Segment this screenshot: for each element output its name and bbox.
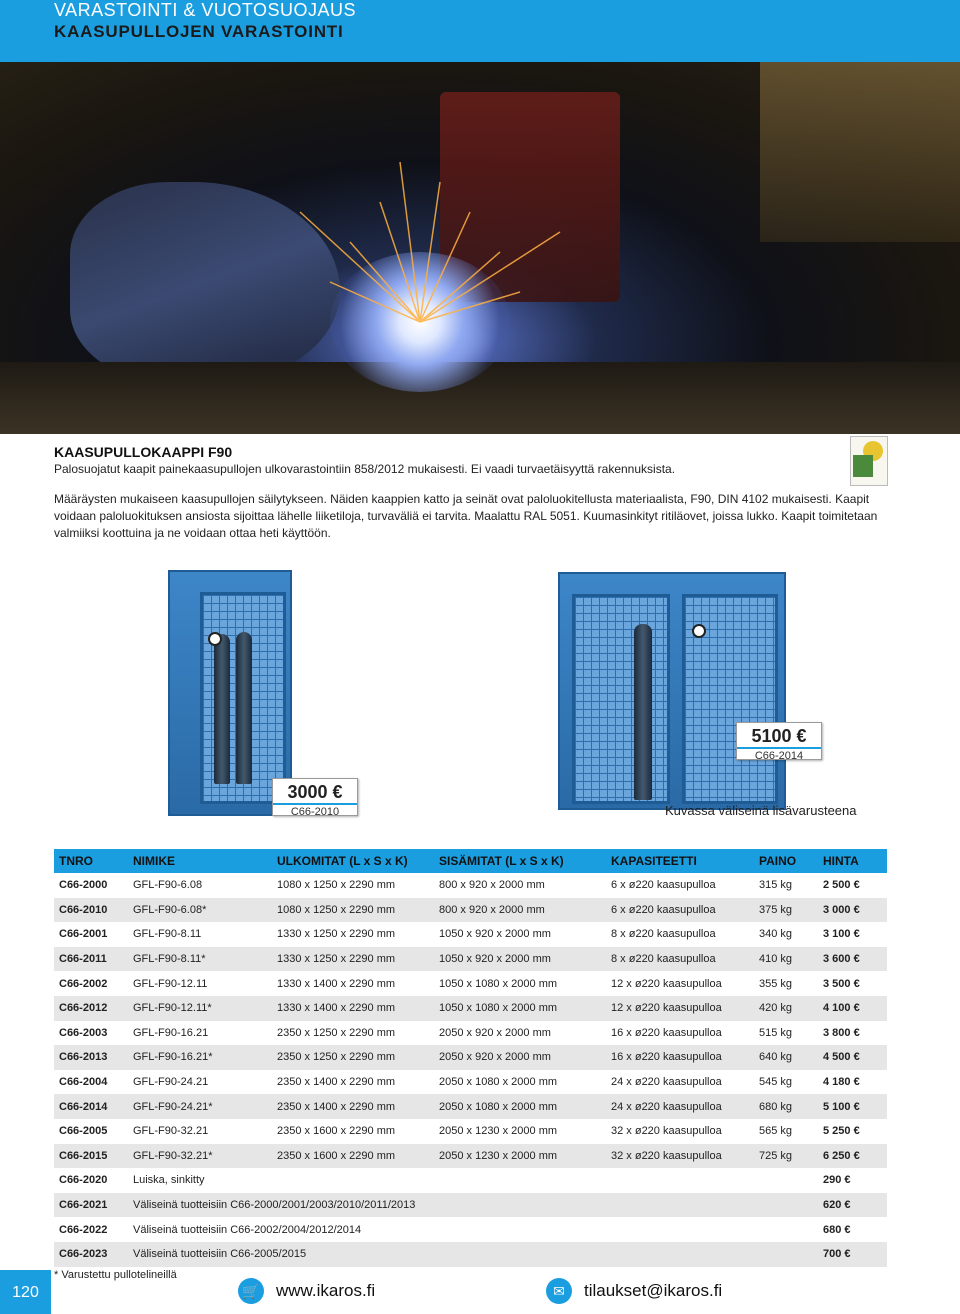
cell-sisamitat: 1050 x 1080 x 2000 mm bbox=[434, 996, 606, 1021]
cell-nimike: GFL-F90-24.21 bbox=[133, 1076, 209, 1089]
cell-nimike: GFL-F90-16.21 bbox=[133, 1026, 209, 1039]
table-row bbox=[54, 1021, 887, 1046]
table-row-accessory bbox=[54, 1193, 887, 1218]
table-header-row bbox=[54, 849, 887, 873]
cell-sisamitat: 1050 x 1080 x 2000 mm bbox=[439, 977, 558, 990]
cell-nimike: Luiska, sinkitty bbox=[133, 1174, 205, 1187]
col-header-ulkomitat: ULKOMITAT (L x S x K) bbox=[272, 849, 434, 873]
table-row bbox=[54, 1119, 887, 1144]
table-row bbox=[54, 1070, 887, 1095]
cell-nimike: GFL-F90-6.08 bbox=[133, 879, 203, 892]
cell-hinta: 5 250 € bbox=[823, 1125, 860, 1138]
cell-paino: 375 kg bbox=[754, 898, 818, 923]
col-header-hinta: HINTA bbox=[818, 849, 887, 873]
cell-nimike: GFL-F90-6.08* bbox=[128, 898, 272, 923]
cell-paino: 545 kg bbox=[759, 1076, 793, 1089]
cell-sisamitat: 1050 x 920 x 2000 mm bbox=[439, 928, 551, 941]
cell-paino: 680 kg bbox=[754, 1094, 818, 1119]
cell-hinta: 3 100 € bbox=[823, 928, 860, 941]
gas-cylinder bbox=[214, 634, 230, 784]
cell-hinta: 700 € bbox=[818, 1242, 887, 1267]
col-header-paino: PAINO bbox=[754, 849, 818, 873]
table-row bbox=[54, 922, 887, 947]
cell-ulkomitat: 1330 x 1400 x 2290 mm bbox=[272, 996, 434, 1021]
cell-tnro: C66-2011 bbox=[54, 947, 128, 972]
cell-sisamitat: 800 x 920 x 2000 mm bbox=[434, 898, 606, 923]
cell-ulkomitat: 2350 x 1400 x 2290 mm bbox=[272, 1094, 434, 1119]
cell-kapasiteetti: 16 x ø220 kaasupulloa bbox=[606, 1045, 754, 1070]
cell-tnro: C66-2010 bbox=[54, 898, 128, 923]
price-product-code: C66-2014 bbox=[754, 750, 804, 762]
cell-kapasiteetti: 6 x ø220 kaasupulloa bbox=[606, 898, 754, 923]
cell-ulkomitat: 2350 x 1250 x 2290 mm bbox=[277, 1026, 396, 1039]
footer-email[interactable] bbox=[546, 1276, 722, 1306]
cell-ulkomitat: 2350 x 1250 x 2290 mm bbox=[272, 1045, 434, 1070]
price-label-large-cabinet bbox=[736, 722, 822, 760]
table-row bbox=[54, 996, 887, 1021]
cell-kapasiteetti: 6 x ø220 kaasupulloa bbox=[611, 879, 716, 892]
cell-nimike: Väliseinä tuotteisiin C66-2002/2004/2012/2014 bbox=[133, 1223, 362, 1236]
cell-tnro: C66-2013 bbox=[54, 1045, 128, 1070]
cell-paino: 640 kg bbox=[754, 1045, 818, 1070]
col-header-nimike: NIMIKE bbox=[128, 849, 272, 873]
cell-nimike: Väliseinä tuotteisiin C66-2005/2015 bbox=[128, 1242, 818, 1267]
page-header bbox=[0, 0, 960, 62]
price-product-code: C66-2010 bbox=[290, 806, 340, 818]
cell-sisamitat: 2050 x 1080 x 2000 mm bbox=[439, 1076, 558, 1089]
cabinet-image-large bbox=[558, 572, 786, 810]
cell-nimike: GFL-F90-8.11 bbox=[133, 928, 202, 941]
cell-hinta: 3 600 € bbox=[818, 947, 887, 972]
gas-cylinder bbox=[236, 632, 252, 784]
cell-tnro: C66-2015 bbox=[54, 1144, 128, 1169]
table-row-accessory bbox=[54, 1217, 887, 1242]
cell-tnro: C66-2000 bbox=[59, 879, 108, 892]
table-row bbox=[54, 1045, 887, 1070]
table-row bbox=[54, 971, 887, 996]
product-title: KAASUPULLOKAAPPI F90 bbox=[54, 444, 233, 460]
cell-nimike: GFL-F90-8.11* bbox=[128, 947, 272, 972]
cell-nimike: GFL-F90-32.21 bbox=[133, 1125, 209, 1138]
cell-tnro: C66-2023 bbox=[54, 1242, 128, 1267]
col-header-kapasiteetti: KAPASITEETTI bbox=[606, 849, 754, 873]
cell-nimike: GFL-F90-24.21* bbox=[128, 1094, 272, 1119]
footnote: * Varustettu pullotelineillä bbox=[54, 1269, 177, 1281]
cell-tnro: C66-2022 bbox=[59, 1223, 108, 1236]
cart-icon: 🛒 bbox=[238, 1278, 264, 1304]
cell-kapasiteetti: 12 x ø220 kaasupulloa bbox=[606, 996, 754, 1021]
cell-kapasiteetti: 24 x ø220 kaasupulloa bbox=[611, 1076, 722, 1089]
cell-ulkomitat: 1330 x 1250 x 2290 mm bbox=[277, 928, 396, 941]
cell-ulkomitat: 2350 x 1600 x 2290 mm bbox=[277, 1125, 396, 1138]
product-intro bbox=[54, 444, 890, 542]
cell-tnro: C66-2003 bbox=[59, 1026, 108, 1039]
cell-nimike: GFL-F90-12.11 bbox=[133, 977, 208, 990]
cell-hinta: 620 € bbox=[818, 1193, 887, 1218]
mail-icon: ✉ bbox=[546, 1278, 572, 1304]
cell-hinta: 680 € bbox=[823, 1223, 851, 1236]
warning-badge bbox=[692, 624, 706, 638]
table-row bbox=[54, 873, 887, 898]
cell-sisamitat: 1050 x 920 x 2000 mm bbox=[434, 947, 606, 972]
table-row bbox=[54, 1094, 887, 1119]
cell-tnro: C66-2001 bbox=[59, 928, 108, 941]
page-title: KAASUPULLOJEN VARASTOINTI bbox=[54, 22, 344, 41]
website-link[interactable]: www.ikaros.fi bbox=[276, 1281, 376, 1300]
col-header-sisamitat: SISÄMITAT (L x S x K) bbox=[434, 849, 606, 873]
cell-nimike: GFL-F90-12.11* bbox=[128, 996, 272, 1021]
table-row bbox=[54, 1144, 887, 1169]
cell-hinta: 2 500 € bbox=[823, 879, 860, 892]
cell-paino: 410 kg bbox=[754, 947, 818, 972]
cell-paino: 340 kg bbox=[759, 928, 793, 941]
email-link[interactable]: tilaukset@ikaros.fi bbox=[584, 1281, 723, 1300]
cell-tnro: C66-2004 bbox=[59, 1076, 108, 1089]
product-subtitle: Palosuojatut kaapit painekaasupullojen ulkovarastointiin 858/2012 mukaisesti. Ei vaadi turvaetäisyyttä rakennuksista. bbox=[54, 462, 676, 476]
cell-hinta: 4 500 € bbox=[818, 1045, 887, 1070]
cabinet-mesh-door bbox=[572, 594, 670, 804]
cell-hinta: 3 800 € bbox=[823, 1026, 860, 1039]
cell-tnro: C66-2021 bbox=[54, 1193, 128, 1218]
cell-kapasiteetti: 8 x ø220 kaasupulloa bbox=[611, 928, 716, 941]
cell-kapasiteetti: 12 x ø220 kaasupulloa bbox=[611, 977, 722, 990]
cell-hinta: 4 180 € bbox=[823, 1076, 860, 1089]
cell-paino: 725 kg bbox=[754, 1144, 818, 1169]
cell-sisamitat: 2050 x 920 x 2000 mm bbox=[434, 1045, 606, 1070]
gas-cylinder bbox=[634, 624, 652, 800]
cell-tnro: C66-2014 bbox=[54, 1094, 128, 1119]
cell-nimike: GFL-F90-16.21* bbox=[128, 1045, 272, 1070]
cell-sisamitat: 2050 x 920 x 2000 mm bbox=[439, 1026, 551, 1039]
cell-kapasiteetti: 32 x ø220 kaasupulloa bbox=[606, 1144, 754, 1169]
warning-badge bbox=[208, 632, 222, 646]
cell-nimike: Väliseinä tuotteisiin C66-2000/2001/2003/2010/2011/2013 bbox=[128, 1193, 818, 1218]
table-row-accessory bbox=[54, 1168, 887, 1193]
cell-paino: 420 kg bbox=[754, 996, 818, 1021]
price-amount: 5100 € bbox=[737, 723, 821, 749]
cell-paino: 355 kg bbox=[759, 977, 793, 990]
cell-sisamitat: 800 x 920 x 2000 mm bbox=[439, 879, 545, 892]
cell-tnro: C66-2005 bbox=[59, 1125, 108, 1138]
image-note: Kuvassa väliseinä lisävarusteena bbox=[665, 803, 857, 818]
table-row-accessory bbox=[54, 1242, 887, 1267]
hero-sparks bbox=[0, 62, 960, 434]
cell-ulkomitat: 2350 x 1600 x 2290 mm bbox=[272, 1144, 434, 1169]
footer-website[interactable] bbox=[238, 1276, 375, 1306]
cell-tnro: C66-2012 bbox=[54, 996, 128, 1021]
price-label-small-cabinet bbox=[272, 778, 358, 816]
hero-photo-welding bbox=[0, 62, 960, 434]
cell-hinta: 3 500 € bbox=[823, 977, 860, 990]
cell-ulkomitat: 1330 x 1400 x 2290 mm bbox=[277, 977, 396, 990]
cell-sisamitat: 2050 x 1230 x 2000 mm bbox=[439, 1125, 558, 1138]
table-row bbox=[54, 947, 887, 972]
product-table bbox=[54, 849, 887, 1267]
cell-paino: 565 kg bbox=[759, 1125, 793, 1138]
cell-hinta: 3 000 € bbox=[818, 898, 887, 923]
cell-ulkomitat: 1080 x 1250 x 2290 mm bbox=[277, 879, 396, 892]
cell-hinta: 6 250 € bbox=[818, 1144, 887, 1169]
cell-kapasiteetti: 8 x ø220 kaasupulloa bbox=[606, 947, 754, 972]
cell-tnro: C66-2002 bbox=[59, 977, 108, 990]
category-title: VARASTOINTI & VUOTOSUOJAUS bbox=[54, 0, 357, 20]
cell-ulkomitat: 1080 x 1250 x 2290 mm bbox=[272, 898, 434, 923]
cell-hinta: 5 100 € bbox=[818, 1094, 887, 1119]
cell-ulkomitat: 1330 x 1250 x 2290 mm bbox=[272, 947, 434, 972]
cell-nimike: GFL-F90-32.21* bbox=[128, 1144, 272, 1169]
table-row bbox=[54, 898, 887, 923]
page-number: 120 bbox=[0, 1270, 51, 1314]
cell-sisamitat: 2050 x 1230 x 2000 mm bbox=[434, 1144, 606, 1169]
cell-kapasiteetti: 16 x ø220 kaasupulloa bbox=[611, 1026, 722, 1039]
price-amount: 3000 € bbox=[273, 779, 357, 805]
cell-sisamitat: 2050 x 1080 x 2000 mm bbox=[434, 1094, 606, 1119]
cell-kapasiteetti: 24 x ø220 kaasupulloa bbox=[606, 1094, 754, 1119]
cell-hinta: 4 100 € bbox=[818, 996, 887, 1021]
cell-paino: 515 kg bbox=[759, 1026, 793, 1039]
cell-hinta: 290 € bbox=[823, 1174, 851, 1187]
cell-ulkomitat: 2350 x 1400 x 2290 mm bbox=[277, 1076, 396, 1089]
cell-paino: 315 kg bbox=[759, 879, 793, 892]
product-description: Määräysten mukaiseen kaasupullojen säilytykseen. Näiden kaappien katto ja seinät ovat paloluokitellusta materiaalista, F90, DIN 4102 mukaisesti. Kaapit voidaan paloluokituksen ansiosta sijoittaa lähelle liiketiloja, turvaväliä ei tarvita. Maalattu RAL 5051. Kuumasinkityt ritiläovet, joissa lukko. Kaapit toimitetaan valmiiksi koottuina ja ne voidaan ottaa heti käyttöön. bbox=[54, 492, 878, 540]
col-header-tnro: TNRO bbox=[54, 849, 128, 873]
cell-kapasiteetti: 32 x ø220 kaasupulloa bbox=[611, 1125, 722, 1138]
cell-tnro: C66-2020 bbox=[59, 1174, 108, 1187]
